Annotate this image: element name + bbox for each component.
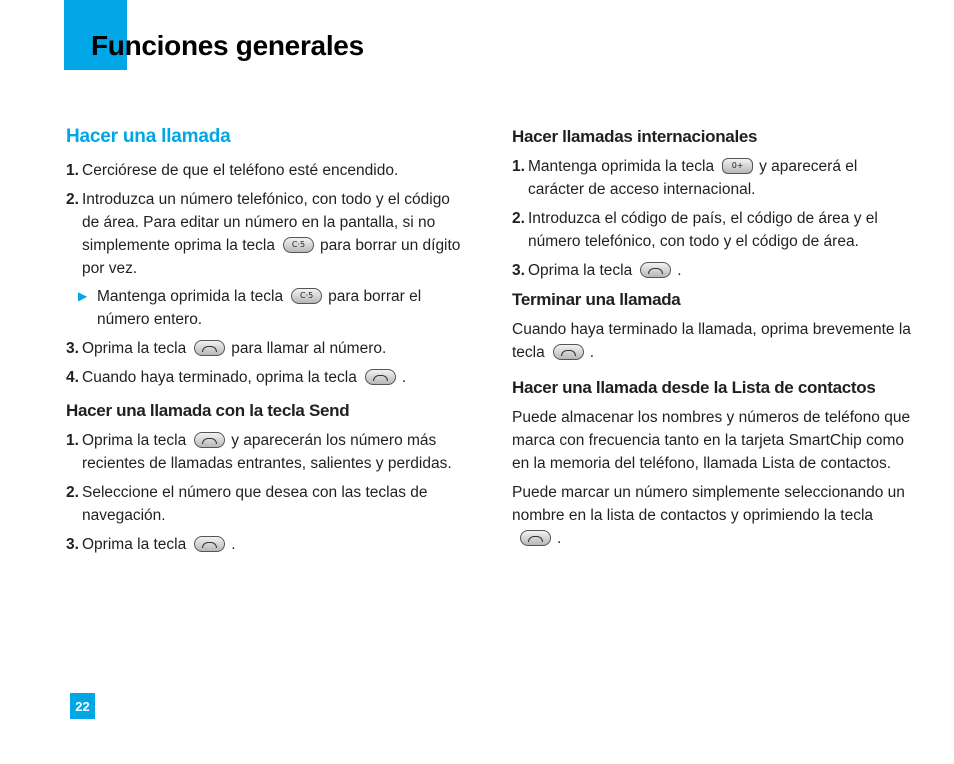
- step-text: [82, 366, 466, 389]
- end-key-icon: [553, 344, 584, 360]
- list-item: [66, 188, 466, 280]
- step-text-before: Mantenga oprimida la tecla: [528, 158, 715, 175]
- send-key-icon: [194, 536, 225, 552]
- step-text: [528, 155, 912, 201]
- triangle-bullet-icon: ▶: [78, 289, 88, 303]
- clear-key-icon: [291, 288, 322, 304]
- step-number: 4.: [66, 369, 79, 386]
- bullet-note: [78, 285, 466, 331]
- list-item: [512, 207, 912, 253]
- paragraph: [512, 481, 912, 550]
- step-text: Cerciórese de que el teléfono esté encendido.: [82, 162, 399, 179]
- list-item: [66, 159, 466, 182]
- steps-list: [66, 159, 466, 280]
- steps-list: [66, 429, 466, 556]
- paragraph: [512, 318, 912, 364]
- send-key-icon: [640, 262, 671, 278]
- step-number: 1.: [66, 162, 79, 179]
- step-text: Introduzca el código de país, el código de área y el número telefónico, con todo y el código de área.: [528, 210, 878, 250]
- steps-list: [66, 337, 466, 389]
- step-number: 3.: [66, 536, 79, 553]
- page-number: 22: [70, 693, 95, 719]
- paragraph-text-before: Cuando haya terminado la llamada, oprima brevemente la tecla: [512, 321, 911, 361]
- step-text-before: Cuando haya terminado, oprima la tecla: [82, 369, 357, 386]
- left-column: [66, 124, 466, 562]
- paragraph-text-after: .: [589, 344, 595, 361]
- paragraph: Puede almacenar los nombres y números de teléfono que marca con frecuencia tanto en la tarjeta SmartChip como en la memoria del teléfono, llamada Lista de contactos.: [512, 409, 911, 472]
- step-text: [82, 337, 466, 360]
- step-number: 2.: [66, 191, 79, 208]
- step-number: 1.: [512, 158, 525, 175]
- paragraph-text-before: Puede marcar un número simplemente seleccionando un nombre en la lista de contactos y oprimiendo la tecla: [512, 484, 905, 524]
- step-number: 2.: [66, 484, 79, 501]
- bullet-text-before: Mantenga oprimida la tecla: [97, 288, 284, 305]
- step-text-after: .: [231, 536, 236, 553]
- zero-plus-key-glyph: 0+: [731, 161, 744, 170]
- step-number: 1.: [66, 432, 79, 449]
- list-item: [66, 337, 466, 360]
- step-number: 3.: [512, 262, 525, 279]
- step-text-after: y aparecerá el carácter de acceso internacional.: [528, 158, 858, 198]
- zero-plus-key-icon: [722, 158, 753, 174]
- list-item: [66, 533, 466, 556]
- step-text-after: para llamar al número.: [231, 340, 387, 357]
- step-text-after: para borrar un dígito por vez.: [82, 237, 461, 277]
- send-key-icon: [520, 530, 551, 546]
- section-heading-hacer-una-llamada: Hacer una llamada: [66, 126, 231, 147]
- end-key-icon: [365, 369, 396, 385]
- section-heading-lista-contactos: Hacer una llamada desde la Lista de contactos: [512, 378, 876, 397]
- step-number: 3.: [66, 340, 79, 357]
- step-text: [528, 259, 912, 282]
- step-text-after: .: [401, 369, 407, 386]
- step-text-after: .: [677, 262, 682, 279]
- clear-key-icon: [283, 237, 314, 253]
- list-item: [66, 366, 466, 389]
- step-text-before: Oprima la tecla: [528, 262, 633, 279]
- page-title: Funciones generales: [91, 30, 364, 61]
- step-text-before: Oprima la tecla: [82, 536, 187, 553]
- bullet-text-after: para borrar el número entero.: [97, 288, 422, 328]
- bullet-text: [97, 285, 466, 331]
- step-text-before: Oprima la tecla: [82, 340, 187, 357]
- right-column: [512, 124, 912, 556]
- list-item: [66, 481, 466, 527]
- steps-list: [512, 155, 912, 282]
- send-key-icon: [194, 432, 225, 448]
- step-text: [82, 533, 466, 556]
- step-number: 2.: [512, 210, 525, 227]
- step-text: [82, 188, 466, 280]
- section-heading-internacionales: Hacer llamadas internacionales: [512, 127, 758, 146]
- list-item: [512, 259, 912, 282]
- step-text-after: y aparecerán los número más recientes de llamadas entrantes, salientes y perdidas.: [82, 432, 452, 472]
- step-text: Seleccione el número que desea con las teclas de navegación.: [82, 484, 428, 524]
- paragraph-text-after: .: [557, 530, 562, 547]
- send-key-icon: [194, 340, 225, 356]
- list-item: [512, 155, 912, 201]
- step-text-before: Introduzca un número telefónico, con todo y el código de área. Para editar un número en la pantalla, si no simplemente oprima la tecla: [82, 191, 450, 254]
- list-item: [66, 429, 466, 475]
- clear-key-glyph: C·5: [300, 291, 314, 300]
- section-heading-tecla-send: Hacer una llamada con la tecla Send: [66, 401, 350, 420]
- clear-key-glyph: C·5: [291, 240, 306, 249]
- step-text: [82, 429, 466, 475]
- step-text-before: Oprima la tecla: [82, 432, 187, 449]
- section-heading-terminar: Terminar una llamada: [512, 290, 681, 309]
